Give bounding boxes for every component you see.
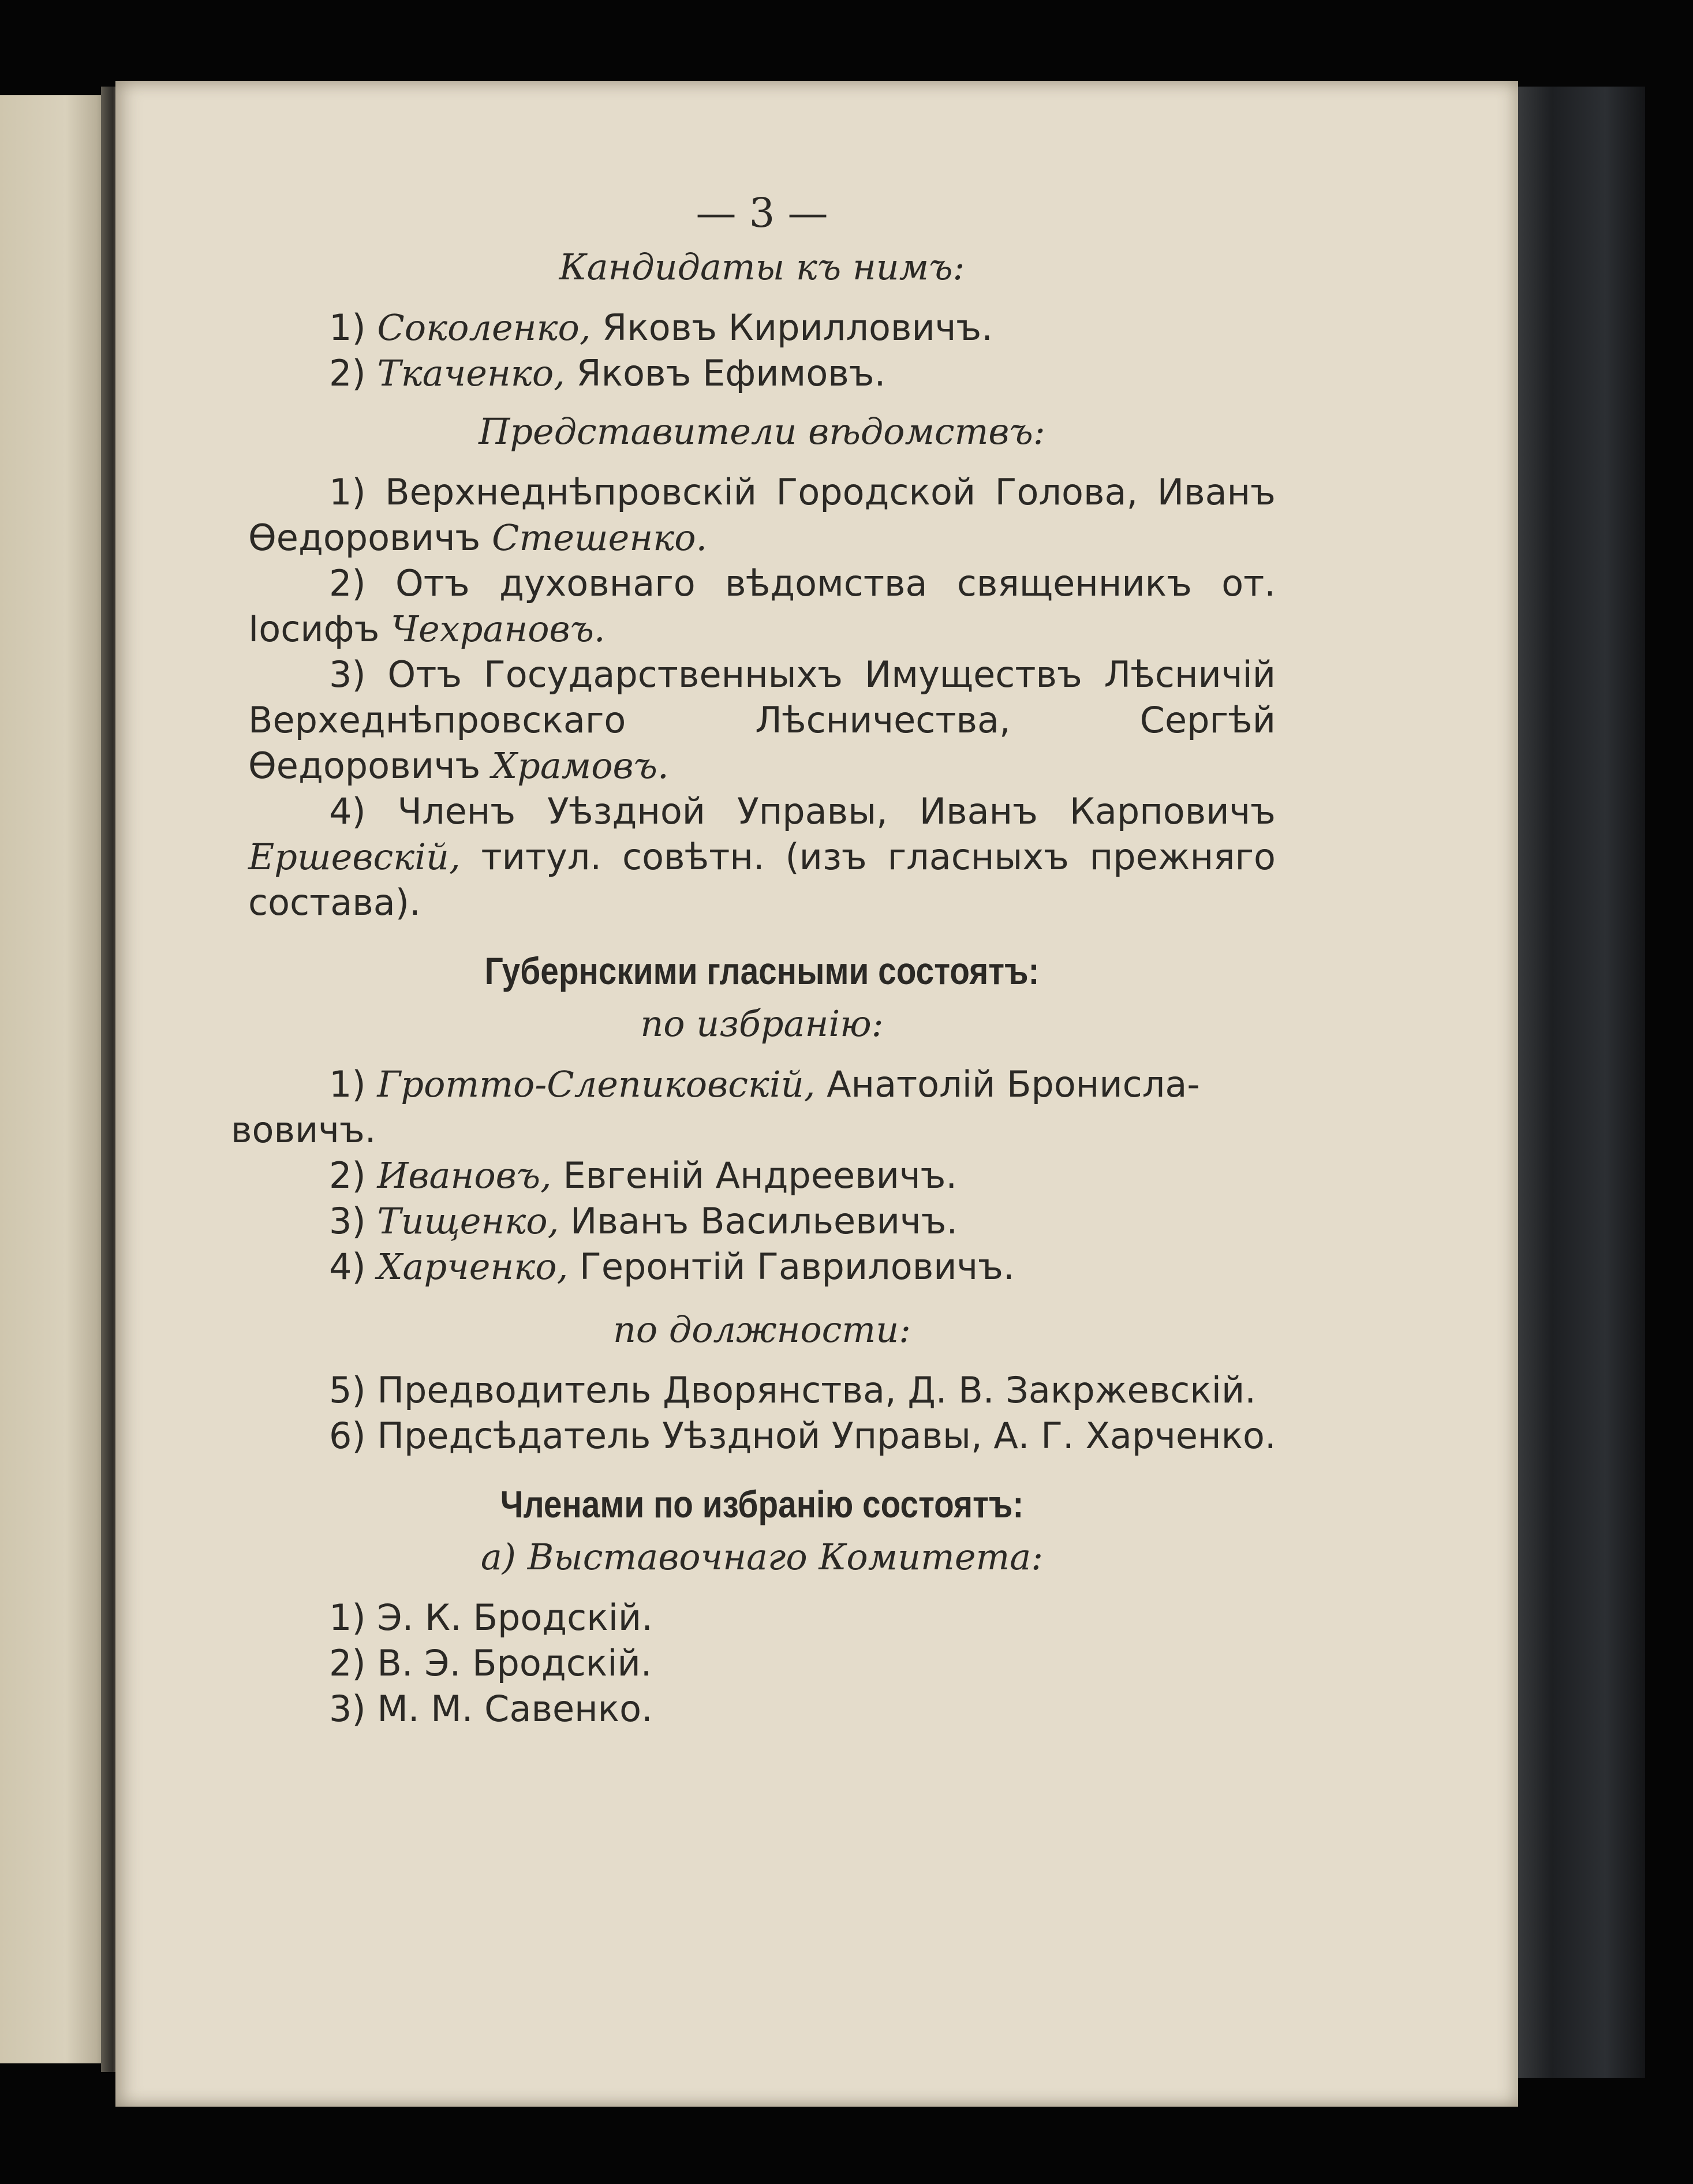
list-item-continuation: вовичъ. bbox=[231, 1109, 376, 1151]
list-item: 5) Предводитель Дворянства, Д. В. Закржевскій. bbox=[329, 1369, 1257, 1411]
list-item: 1) Верхнеднѣпровскій Городской Голова, Иванъ Өедоровичъ Стешенко. bbox=[248, 471, 1276, 559]
list-item: 2) В. Э. Бродскій. bbox=[329, 1642, 652, 1684]
page-number: — 3 — bbox=[696, 189, 828, 237]
list-item: 6) Предсѣдатель Уѣздной Управы, А. Г. Харченко. bbox=[329, 1415, 1276, 1457]
list-item: 1) Гротто-Слепиковскій, Анатолій Бронисла- bbox=[329, 1063, 1200, 1105]
list-item: 4) Харченко, Геронтій Гавриловичъ. bbox=[329, 1246, 1015, 1288]
representatives-heading: Представители вѣдомствъ: bbox=[479, 410, 1045, 452]
list-item: 4) Членъ Уѣздной Управы, Иванъ Карповичъ Ершевскій, титул. совѣтн. (изъ гласныхъ прежняго состава). bbox=[248, 790, 1276, 923]
subheading-by-office: по должности: bbox=[612, 1308, 911, 1351]
list-item: 3) Тищенко, Иванъ Васильевичъ. bbox=[329, 1200, 958, 1242]
subheading-committee: а) Выставочнаго Комитета: bbox=[480, 1536, 1044, 1578]
book-cover-edge bbox=[1512, 87, 1645, 2078]
subheading-by-election: по избранію: bbox=[640, 1003, 884, 1045]
list-item: 2) Ткаченко, Яковъ Ефимовъ. bbox=[329, 352, 886, 394]
list-item: 1) Соколенко, Яковъ Кирилловичъ. bbox=[329, 306, 993, 349]
list-item: 1) Э. К. Бродскій. bbox=[329, 1596, 653, 1639]
section-heading-gubernia: Губернскими гласными состоятъ: bbox=[484, 949, 1040, 992]
list-item: 3) М. М. Савенко. bbox=[329, 1688, 653, 1730]
list-item: 3) Отъ Государственныхъ Имуществъ Лѣсничій Верхеднѣпровскаго Лѣсничества, Сергѣй Өедоровичъ Храмовъ. bbox=[248, 653, 1276, 787]
page-text bbox=[231, 189, 1276, 1732]
list-item: 2) Ивановъ, Евгеній Андреевичъ. bbox=[329, 1154, 958, 1196]
candidates-heading: Кандидаты къ нимъ: bbox=[559, 246, 965, 288]
list-item: 2) Отъ духовнаго вѣдомства священникъ от. Іосифъ Чехрановъ. bbox=[248, 562, 1276, 650]
left-page-edge bbox=[0, 95, 110, 2063]
section-heading-members: Членами по избранію состоятъ: bbox=[500, 1483, 1024, 1525]
